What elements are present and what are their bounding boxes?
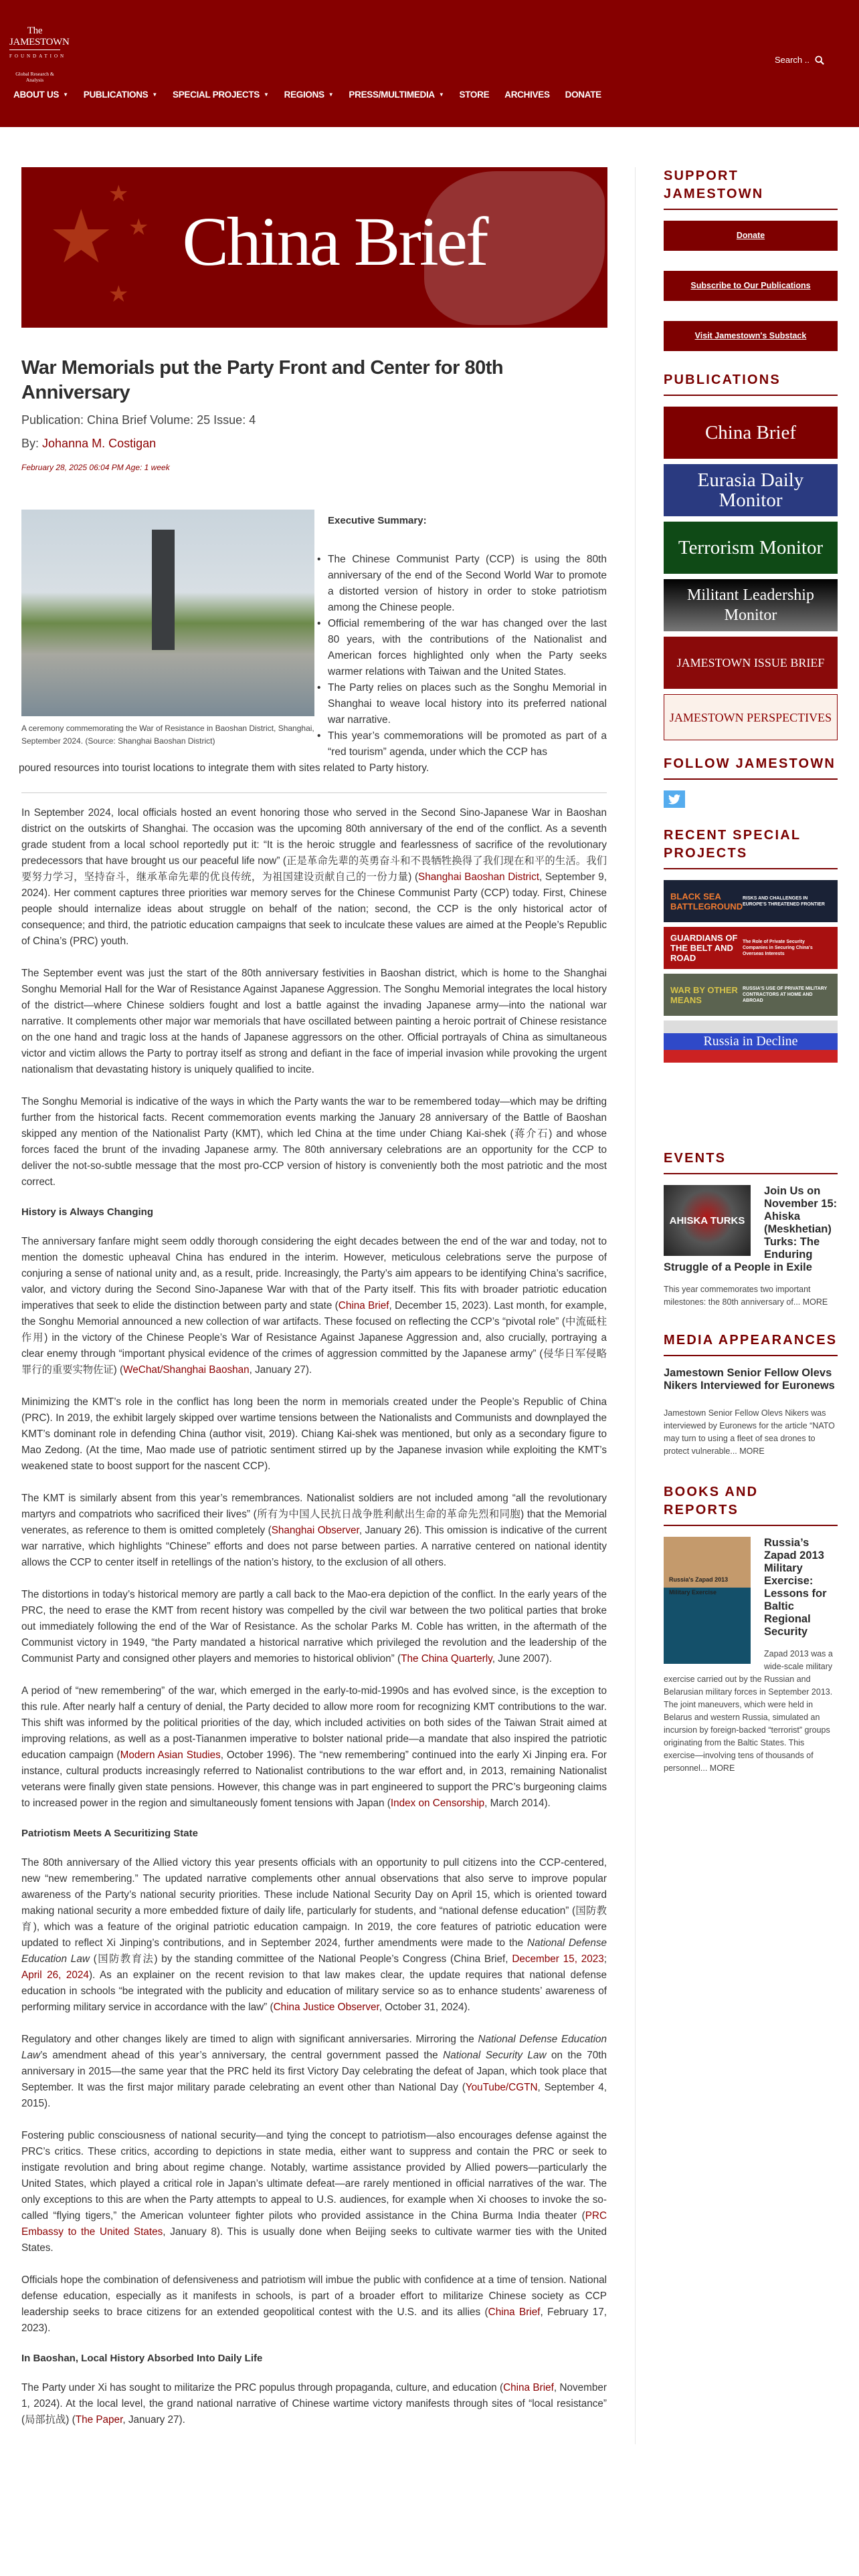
article-column xyxy=(0,167,636,2444)
paragraph xyxy=(21,1394,607,1475)
text: ). As an explainer on the recent revision to that law makes clear, the update requires that national defense education in schools “be integrated with the publicity and education of military service so as to enhance students’ awareness of performing military service in accordance with the law” ( xyxy=(21,1969,607,2013)
text: Minimizing the KMT’s role in the conflict has long been the norm in memorials created under the People’s Republic of China (PRC). In 2019, the exhibit largely skipped over wartime tensions between the Nationalists and Communists and downplayed the KMT’s dominant role in defending China (author visit, 2019). Chiang Kai-shek was mentioned, but only as a secondary figure to Mao Zedong. (At the time, Mao made use of patriotic sentiment stirred up by the Japanese invasion while exploiting the KMT’s weakened state to boost support for the nascent CCP). xyxy=(21,1396,607,1472)
nav-label: PRESS/MULTIMEDIA xyxy=(349,90,435,100)
text: The September event was just the start of the 80th anniversary festivities in Baoshan district, which is home to the Shanghai Songhu Memorial Hall for the War of Resistance Against Japanese Aggression. The Songhu Memorial integrates the local history of the district—where Chinese soldiers fought and lost a battle against the invading Japanese army—into the national war narrative. It complements other major war memorials that have oscillated between painting a heroic portrait of Chinese resistance on the one hand and tragic loss at the hands of Japanese aggressors on the other. Official portrayals of China as simultaneous victor and victim allows the Party to portray itself as strong and defiant in the face of imperial invasion while provoking the urgent nationalism that devastating history is uniquely qualified to incite. xyxy=(21,968,607,1075)
law-title: National Defense Education Law xyxy=(21,1937,607,1965)
special-project-link[interactable] xyxy=(664,880,838,922)
logo-title: The JAMESTOWN xyxy=(9,25,60,50)
pagoda-graphic xyxy=(152,530,175,650)
paragraph xyxy=(21,2272,607,2337)
caret-down-icon: ▼ xyxy=(328,92,334,98)
event-title[interactable]: Join Us on November 15: Ahiska (Meskhetian) Turks: The Enduring Struggle of a People in Exile xyxy=(664,1185,838,1273)
text: , January 26). This omission is indicative of the current war narrative, which highlights “Chinese” efforts and does not parse between parties. A narrative centered on national identity allows the CCP to center itself in retellings of the nation’s history, to the exclusion of all others. xyxy=(21,1525,607,1568)
source-link[interactable]: April 26, 2024 xyxy=(21,1969,89,1981)
projects-heading: RECENT SPECIAL PROJECTS xyxy=(664,827,838,869)
media-title[interactable]: Jamestown Senior Fellow Olevs Nikers Interviewed for Euronews xyxy=(664,1367,835,1392)
book-cover[interactable]: Russia's Zapad 2013 Military Exercise xyxy=(664,1537,751,1664)
publication-link[interactable]: Terrorism Monitor xyxy=(664,522,838,574)
text: , September 4, 2015). xyxy=(21,2082,607,2109)
source-link[interactable]: The Paper xyxy=(75,2414,123,2426)
follow-heading: FOLLOW JAMESTOWN xyxy=(664,755,838,780)
substack-button[interactable]: Visit Jamestown's Substack xyxy=(664,321,838,351)
ceremony-photo xyxy=(21,510,314,716)
text: A period of “new remembering” of the war, which emerged in the early-to-mid-1990s and has evolved since, is the exception to this rule. After nearly half a century of denial, the Party decided to allow more room for recognizing KMT contributions to the war. This shift was informed by the political priorities of the day, which included activities on both sides of the Taiwan Strait aimed at improving relations, as well as a post-Tiananmen imperative to bolster national pride—a mandate that also inspired the patriotic education campaign ( xyxy=(21,1685,607,1761)
source-link[interactable]: Index on Censorship xyxy=(390,1798,485,1809)
subscribe-button[interactable]: Subscribe to Our Publications xyxy=(664,271,838,301)
text: In Baoshan, Local History Absorbed Into Daily Life xyxy=(21,2353,263,2364)
logo-map-icon xyxy=(9,7,60,25)
project-title: BLACK SEA BATTLEGROUND xyxy=(670,891,743,911)
publications-heading: PUBLICATIONS xyxy=(664,371,838,396)
publication-link[interactable]: JAMESTOWN ISSUE BRIEF xyxy=(664,637,838,689)
text: The anniversary fanfare might seem oddly thorough considering the eight decades between the end of the war and today, not to mention the domestic upheaval China has endured in the interim. However, meticulous celebrations serve the purpose of conjuring a sense of national unity and, as a result, pride. Increasingly, the Party’s aim appears to be identifying China’s sacrifice, valor, and victory during the Second Sino-Japanese War with that of the Party itself. This fits with broader patriotic education imperatives that seek to elide the distinction between party and state ( xyxy=(21,1236,607,1311)
source-link[interactable]: Shanghai Baoshan District xyxy=(418,871,539,883)
project-title: WAR BY OTHER MEANS xyxy=(670,984,738,1005)
media-card[interactable] xyxy=(664,1367,838,1458)
summary-section xyxy=(21,510,607,776)
book-title[interactable]: Russia’s Zapad 2013 Military Exercise: Lessons for Baltic Regional Security xyxy=(764,1537,827,1638)
text: , November 1, 2024). At the local level, the grand national narrative of Chinese wartime victory manifests through sites of “local resistance” (局部抗战) ( xyxy=(21,2382,607,2426)
nav-archives[interactable] xyxy=(504,90,558,100)
nav-label: ARCHIVES xyxy=(504,90,550,100)
section-heading xyxy=(21,2353,607,2364)
nav-regions[interactable] xyxy=(284,90,343,100)
media-description: Jamestown Senior Fellow Olevs Nikers was interviewed by Euronews for the article “NATO may turn to using a fleet of sea drones to protect vulnerable... MORE xyxy=(664,1408,835,1456)
books-heading: BOOKS AND REPORTS xyxy=(664,1483,838,1526)
publication-info: Publication: China Brief Volume: 25 Issue: 4 xyxy=(21,413,256,427)
paragraph xyxy=(21,2128,607,2256)
text: , March 2014). xyxy=(484,1798,551,1809)
source-link[interactable]: China Brief xyxy=(338,1300,389,1311)
author-link[interactable]: Johanna M. Costigan xyxy=(42,437,157,450)
book-description: Zapad 2013 was a wide-scale military exercise carried out by the Russian and Belarusian military forces in September 2013. The joint maneuvers, which were held in Belarus and western Russia, simulated an incursion by foreign-backed “terrorist” groups originating from the Baltic States. This exercise—involving tens of thousands of personnel... MORE xyxy=(664,1649,833,1773)
nav-label: DONATE xyxy=(565,90,601,100)
main-nav xyxy=(13,90,617,100)
text: Fostering public consciousness of national security—and tying the concept to patriotism—also encourages defense against the PRC’s critics. These critics, according to depictions in state media, either want to suppress and contain the PRC or seek to instigate revolution and bring about regime change. Notably, wartime assistance provided by Allied powers—particularly the United States, which played a critical role in Japan’s ultimate defeat—are rarely mentioned in official narratives of the war. The only exceptions to this are when the Party attempts to appeal to U.S. audiences, for example when Xi chooses to invoke the so-called “flying tigers,” the American volunteer fighter pilots who provided assistance in the China Burma India theater ( xyxy=(21,2130,607,2222)
section-heading xyxy=(21,1828,607,1839)
text: , October 1996). The “new remembering” continued into the early Xi Jinping era. For instance, cultural products increasingly referred to Nationalist contributions to the war effort and, in 2013, remaining Nationalist veterans were finally given state pensions. However, this change was in part engineered to support the PRC’s burgeoning claims to increased power in the region and simultaneously foment tensions with Japan ( xyxy=(21,1749,607,1809)
jamestown-logo[interactable] xyxy=(9,7,70,83)
nav-donate[interactable] xyxy=(565,90,610,100)
article-body xyxy=(21,805,607,2428)
text: Regulatory and other changes likely are timed to align with significant anniversaries. Mirroring the xyxy=(21,2034,478,2045)
text: Patriotism Meets A Securitizing State xyxy=(21,1828,198,1839)
nav-label: PUBLICATIONS xyxy=(83,90,149,100)
paragraph xyxy=(21,2032,607,2112)
by-label: By: xyxy=(21,437,39,450)
text: ; xyxy=(603,1953,607,1965)
nav-label: STORE xyxy=(459,90,490,100)
caret-down-icon: ▼ xyxy=(152,92,158,98)
nav-label: REGIONS xyxy=(284,90,324,100)
project-subtitle: RISKS AND CHALLENGES IN EUROPE'S THREATENED FRONTIER xyxy=(743,895,825,907)
text: The distortions in today’s historical memory are partly a call back to the Mao-era depiction of the conflict. In the early years of the PRC, the need to erase the KMT from recent history was compelled by the civil war between the two political parties that broke out immediately following the end of the War of Resistance. As the scholar Parks M. Coble has written, in the aftermath of the Communist victory in 1949, “the Party mandated a historical narrative which privileged the revolution and the leadership of the Communist Party and consigned other players and memories to historical oblivion” ( xyxy=(21,1589,607,1665)
text: The KMT is similarly absent from this year’s remembrances. Nationalist soldiers are not included among “all the revolutionary martyrs and compatriots who sacrificed their lives” (所有为中国人民抗日战争胜利献出生命的革命先烈和同胞) that the Memorial venerates, as reference to them is omitted completely ( xyxy=(21,1493,607,1536)
section-heading xyxy=(21,1206,607,1218)
source-link[interactable]: Modern Asian Studies xyxy=(120,1749,221,1761)
project-title: GUARDIANS OF THE BELT AND ROAD xyxy=(670,933,738,963)
banner-title: China Brief xyxy=(182,203,487,280)
source-link[interactable]: December 15, 2023 xyxy=(512,1953,604,1965)
paragraph xyxy=(21,1855,607,2016)
source-link[interactable]: Shanghai Observer xyxy=(271,1525,359,1536)
byline xyxy=(21,437,607,451)
publication-link[interactable]: Militant Leadership Monitor xyxy=(664,579,838,631)
nav-about-us[interactable] xyxy=(13,90,77,100)
caret-down-icon: ▼ xyxy=(63,92,68,98)
text: , January 27). xyxy=(249,1364,312,1376)
event-description: This year commemorates two important milestones: the 80th anniversary of... MORE xyxy=(664,1285,828,1307)
summary-item: • This year’s commemorations will be promoted as part of a “red tourism” agenda, under which the CCP has xyxy=(328,728,607,760)
special-project-link[interactable] xyxy=(664,1021,838,1063)
caret-down-icon: ▼ xyxy=(438,92,444,98)
source-link[interactable]: The China Quarterly xyxy=(401,1653,492,1665)
publish-date: February 28, 2025 06:04 PM Age: 1 week xyxy=(21,463,170,472)
event-card[interactable] xyxy=(664,1185,838,1309)
media-heading: MEDIA APPEARANCES xyxy=(664,1331,838,1356)
china-brief-banner: ★ ★ ★ ★ China Brief xyxy=(21,167,607,328)
text: History is Always Changing xyxy=(21,1206,153,1218)
summary-item: • Official remembering of the war has changed over the last 80 years, with the contributions of the Nationalist and American forces highlighted only when the Party seeks warmer relations with Taiwan and the United States. xyxy=(328,616,607,680)
event-image[interactable]: AHISKA TURKS xyxy=(664,1185,751,1256)
nav-store[interactable] xyxy=(460,90,498,100)
caret-down-icon: ▼ xyxy=(264,92,269,98)
paragraph xyxy=(21,1491,607,1571)
source-link[interactable]: WeChat/Shanghai Baoshan xyxy=(123,1364,250,1376)
text: , January 8). This is usually done when Beijing seeks to cultivate warmer ties with the United States. xyxy=(21,2226,607,2254)
source-link[interactable]: PRC Embassy to the United States xyxy=(21,2210,607,2238)
paragraph xyxy=(21,1094,607,1190)
source-link[interactable]: China Brief xyxy=(488,2306,541,2318)
paragraph xyxy=(21,1587,607,1667)
support-heading: SUPPORT JAMESTOWN xyxy=(664,167,838,210)
text: , September 9, 2024). Her comment captures three priorities war memory serves for the Chinese Communist Party (CCP) today. First, Chinese people should internalize ideas about struggle on behalf of the nation; second, the CCP is the only historical actor of consequence; and third, the patriotic education campaigns that seek to inculcate these values are aimed at the People’s Republic of China’s (PRC) youth. xyxy=(21,871,607,947)
paragraph xyxy=(21,1683,607,1812)
source-link[interactable]: YouTube/CGTN xyxy=(465,2082,538,2093)
photo-caption: A ceremony commemorating the War of Resistance in Baoshan District, Shanghai, September 2024. (Source: Shanghai Baoshan District) xyxy=(21,724,314,746)
project-title: Russia in Decline xyxy=(703,1034,798,1049)
twitter-icon[interactable] xyxy=(664,790,685,808)
text: , June 2007). xyxy=(492,1653,552,1665)
logo-tagline: Global Research & Analysis xyxy=(15,71,54,83)
law-title: National Security Law xyxy=(443,2050,547,2061)
sidebar xyxy=(636,167,859,2444)
project-subtitle: The Role of Private Security Companies in Securing China's Overseas Interests xyxy=(743,940,813,956)
text: The 80th anniversary of the Allied victory this year presents officials with an opportunity to pull citizens into the CCP-centered, new “new remembering.” The updated narrative complements other annual observations that also serve to improve popular awareness of the Party’s national security priorities. These include National Security Day on April 15, which is oriented toward making national security a more embedded fixture of daily life, particularly for students, and “national defense education” (国防教育), which was a feature of the original patriotic education campaign. In 2019, the core features of patriotic education were updated to reflect Xi Jinping’s contributions, and in September 2024, further amendments were made to the xyxy=(21,1857,607,1949)
text: Officials hope the combination of defensiveness and patriotism will imbue the public with confidence at a time of tension. National defense education, especially as it manifests in schools, is part of a broader effort to militarize Chinese society as CCP leadership seeks to brace citizens for an extended geopolitical contest with the U.S. and its allies ( xyxy=(21,2274,607,2318)
events-heading: EVENTS xyxy=(664,1150,838,1174)
search-icon[interactable] xyxy=(815,56,824,65)
text: , January 27). xyxy=(122,2414,185,2426)
text: The Songhu Memorial is indicative of the ways in which the Party wants the war to be remembered today—which may be drifting further from the historical facts. Recent commemoration events marking the January 28 anniversary of the Battle of Baoshan skipped any mention of the Nationalist Party (KMT), which led China at the time under Chiang Kai-shek (蒋介石) and whose forces faced the brunt of the invading Japanese army. The 80th anniversary celebrations are an opportunity for the CCP to deliver the not-so-subtle message that the most pro-CCP version of history is conveniently both the most patriotic and the most correct. xyxy=(21,1096,607,1188)
nav-label: SPECIAL PROJECTS xyxy=(173,90,260,100)
donate-button[interactable]: Donate xyxy=(664,221,838,251)
text: In September 2024, local officials hosted an event honoring those who served in the Second Sino-Japanese War in Baoshan district on the outskirts of Shanghai. The occasion was the upcoming 80th anniversary of the end of the conflict. As a seventh grade student from a local school reportedly put it: “It is the heroic struggle and fearlessness of sacrifice of the revolutionary predecessors that have brought us our peaceful life now” (正是革命先辈的英勇奋斗和不畏牺牲换得了我们现在和平的生活。我们要努力学习，坚持奋斗，继承革命先辈的优良传统，为祖国建设贡献自己的一份力量) ( xyxy=(21,807,607,883)
summary-item: • The Party relies on places such as the Songhu Memorial in Shanghai to weave local history into its preferred national war narrative. xyxy=(328,680,607,728)
paragraph xyxy=(21,966,607,1078)
article-title: War Memorials put the Party Front and Center for 80th Anniversary xyxy=(21,357,504,403)
publication-link[interactable]: JAMESTOWN PERSPECTIVES xyxy=(664,694,838,740)
text: , October 31, 2024). xyxy=(379,2002,470,2013)
search-input[interactable]: Search .. xyxy=(774,55,809,65)
summary-item-continuation: poured resources into tourist locations to integrate them with sites related to Party history. xyxy=(19,762,430,774)
paragraph xyxy=(21,1234,607,1378)
nav-special-projects[interactable] xyxy=(173,90,278,100)
summary-heading: Executive Summary: xyxy=(328,515,427,526)
publication-link[interactable]: Eurasia Daily Monitor xyxy=(664,464,838,516)
source-link[interactable]: China Brief xyxy=(503,2382,554,2393)
publication-link[interactable]: China Brief xyxy=(664,407,838,459)
source-link[interactable]: China Justice Observer xyxy=(273,2002,379,2013)
text: , February 17, 2023). xyxy=(21,2306,607,2334)
site-header xyxy=(0,0,859,127)
special-project-link[interactable] xyxy=(664,974,838,1016)
summary-item: • The Chinese Communist Party (CCP) is using the 80th anniversary of the end of the Second World War to promote a distorted version of history in order to stoke patriotism among the Chinese people. xyxy=(328,552,607,616)
search-box[interactable] xyxy=(775,55,824,65)
project-subtitle: RUSSIA'S USE OF PRIVATE MILITARY CONTRACTORS AT HOME AND ABROAD xyxy=(743,986,828,1003)
divider xyxy=(21,792,607,793)
law-title: National Defense Education Law xyxy=(21,2034,607,2061)
text: (国防教育法) by the standing committee of the National People’s Congress (China Brief, xyxy=(89,1953,512,1965)
text: ’s amendment ahead of this year’s anniversary, the central government passed the xyxy=(40,2050,444,2061)
special-project-link[interactable] xyxy=(664,927,838,969)
text: , December 15, 2023). Last month, for example, the Songhu Memorial announced a new collection of war artifacts. These focused on reflecting the CCP’s “pivotal role” (中流砥柱作用) in the victory of the Chinese People’s War of Resistance Against Japanese Aggression and, also crucially, portraying a clear enemy through “important physical evidence of the crimes of aggression committed by the Japanese army” (侵华日军侵略罪行的重要实物佐证) ( xyxy=(21,1300,607,1376)
text: on the 70th anniversary in 2015—the same year that the PRC held its first Victory Day celebrating the defeat of Japan, which took place that September. It was the first major military parade celebrating an event other than National Day ( xyxy=(21,2050,607,2093)
nav-publications[interactable] xyxy=(84,90,166,100)
paragraph xyxy=(21,2380,607,2428)
text: The Party under Xi has sought to militarize the PRC populus through propaganda, culture, and education ( xyxy=(21,2382,504,2393)
nav-label: ABOUT US xyxy=(13,90,60,100)
nav-press-multimedia[interactable] xyxy=(349,90,452,100)
summary-list xyxy=(328,552,607,760)
paragraph xyxy=(21,805,607,950)
logo-subtitle: FOUNDATION xyxy=(9,53,67,59)
book-card[interactable] xyxy=(664,1537,838,1775)
